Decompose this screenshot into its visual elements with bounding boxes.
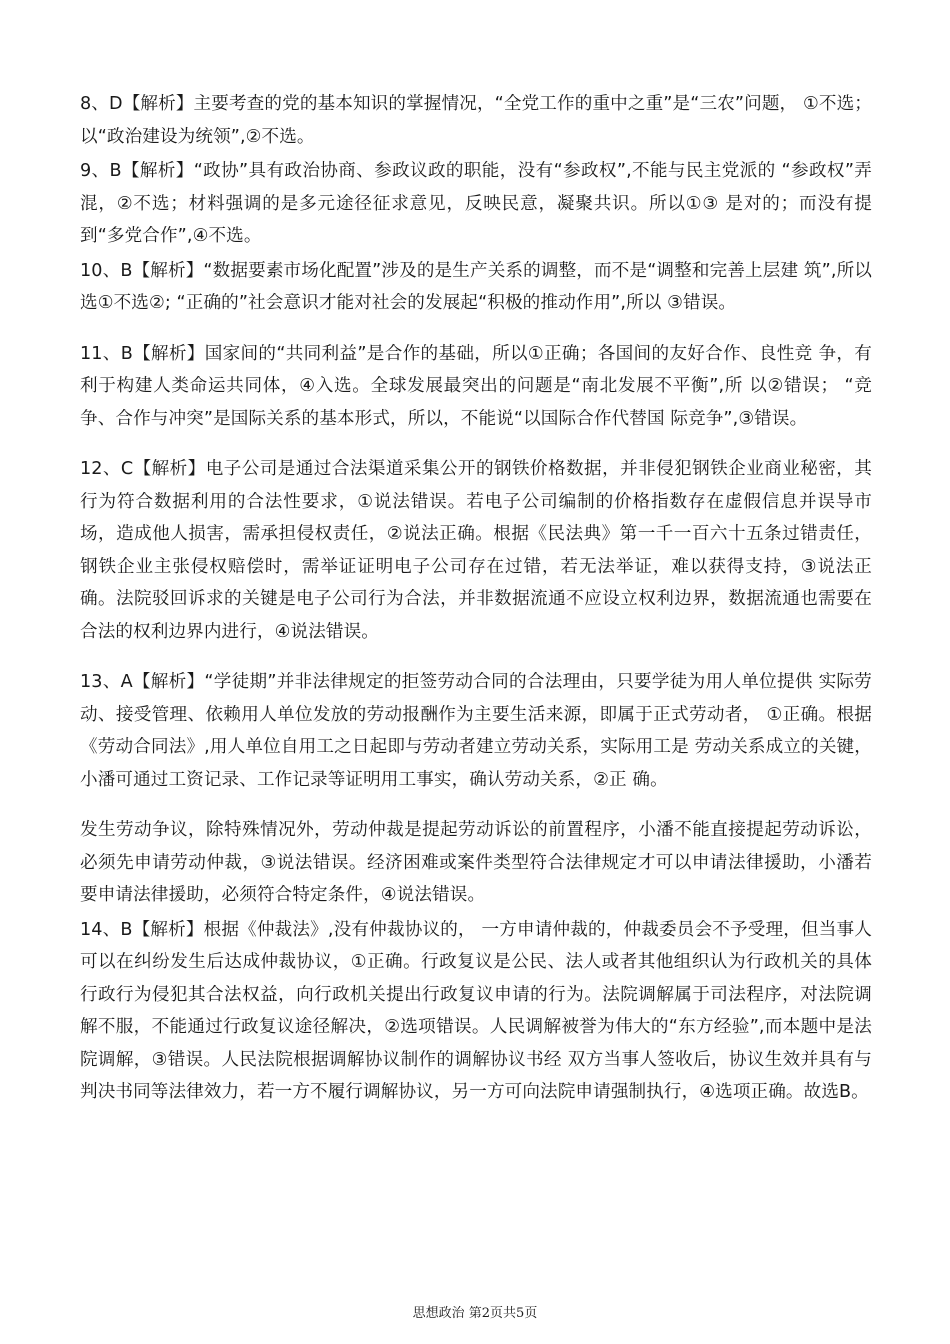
answer-q10: 10、B【解析】“数据要素市场化配置”涉及的是生产关系的调整，而不是“调整和完善上层建 筑”,所以选①不选②; “正确的”社会意识才能对社会的发展起“积极的推动作用”,所以 ③错误。 <box>80 260 872 313</box>
answer-q12: 12、C【解析】电子公司是通过合法渠道采集公开的钢铁价格数据，并非侵犯钢铁企业商业秘密，其行为符合数据利用的合法性要求，①说法错误。若电子公司编制的价格指数存在虚假信息并误导市场，造成他人损害，需承担侵权责任，②说法正确。根据《民法典》第一千一百六十五条过错责任，钢铁企业主张侵权赔偿时，需举证证明电子公司存在过错，若无法举证，难以获得支持，③说法正确。法院驳回诉求的关键是电子公司行为合法，并非数据流通不应设立权利边界，数据流通也需要在合法的权利边界内进行，④说法错误。 <box>80 459 872 642</box>
answer-q13-continued: 发生劳动争议，除特殊情况外，劳动仲裁是提起劳动诉讼的前置程序，小潘不能直接提起劳动诉讼，必须先申请劳动仲裁，③说法错误。经济困难或案件类型符合法律规定才可以申请法律援助，小潘若要申请法律援助，必须符合特定条件，④说法错误。 <box>80 820 872 905</box>
answer-q11: 11、B【解析】国家间的“共同利益”是合作的基础，所以①正确；各国间的友好合作、良性竞 争，有利于构建人类命运共同体，④入选。全球发展最突出的问题是“南北发展不平衡”,所 以②错误； “竞争、合作与冲突”是国际关系的基本形式，所以，不能说“以国际合作代替国 际竞争”,③错误。 <box>80 343 872 429</box>
answer-explanations <box>80 88 872 1109</box>
answer-q13: 13、A【解析】“学徒期”并非法律规定的拒签劳动合同的合法理由，只要学徒为用人单位提供 实际劳动、接受管理、依赖用人单位发放的劳动报酬作为主要生活来源，即属于正式劳动者， ①正确。根据《劳动合同法》,用人单位自用工之日起即与劳动者建立劳动关系，实际用工是 劳动关系成立的关键，小潘可通过工资记录、工作记录等证明用工事实，确认劳动关系，②正 确。 <box>80 672 872 790</box>
answer-q14: 14、B【解析】根据《仲裁法》,没有仲裁协议的， 一方申请仲裁的，仲裁委员会不予受理，但当事人可以在纠纷发生后达成仲裁协议，①正确。行政复议是公民、法人或者其他组织认为行政机关的具体行政行为侵犯其合法权益，向行政机关提出行政复议申请的行为。法院调解属于司法程序，对法院调解不服，不能通过行政复议途径解决，②选项错误。人民调解被誉为伟大的“东方经验”,而本题中是法院调解，③错误。人民法院根据调解协议制作的调解协议书经 双方当事人签收后，协议生效并具有与判决书同等法律效力，若一方不履行调解协议，另一方可向法院申请强制执行，④选项正确。故选B。 <box>80 919 872 1102</box>
answer-q9: 9、B【解析】“政协”具有政治协商、参政议政的职能，没有“参政权”,不能与民主党派的 “参政权”弄混，②不选；材料强调的是多元途径征求意见，反映民意，凝聚共识。所以①③ 是对的；而没有提到“多党合作”,④不选。 <box>80 161 872 246</box>
page-footer: 思想政治 第2页共5页 <box>412 1306 538 1321</box>
answer-q8: 8、D【解析】主要考查的党的基本知识的掌握情况，“全党工作的重中之重”是“三农”问题， ①不选；以“政治建设为统领”,②不选。 <box>80 94 872 147</box>
